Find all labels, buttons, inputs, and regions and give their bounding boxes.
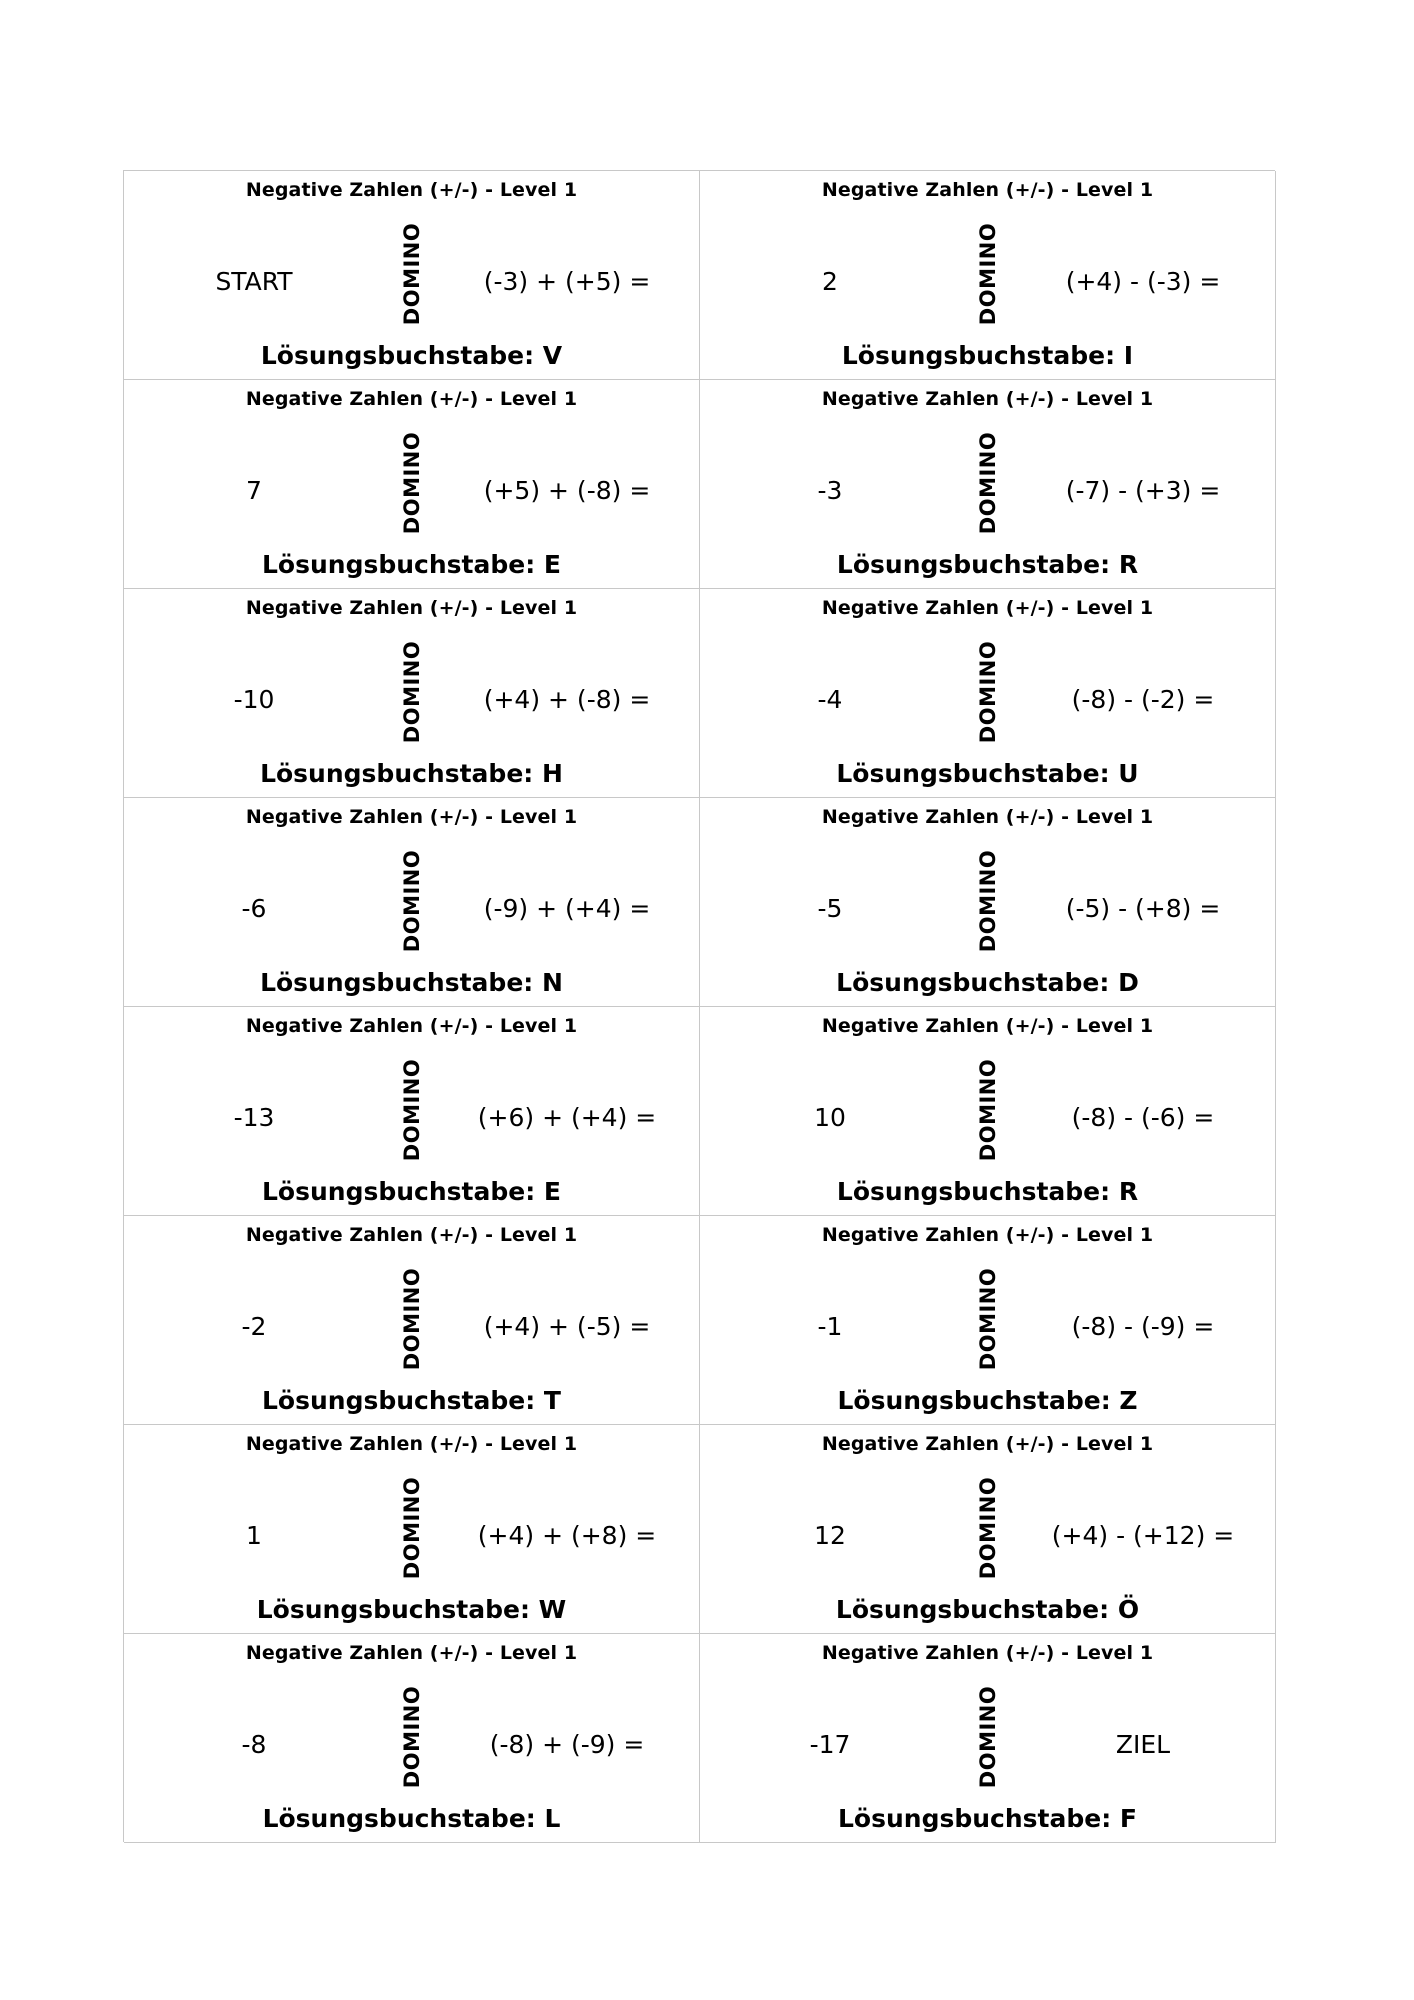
card-title: Negative Zahlen (+/-) - Level 1 bbox=[245, 388, 578, 410]
card-answer: 2 bbox=[822, 267, 838, 296]
card-solution-letter: Lösungsbuchstabe: N bbox=[260, 968, 563, 997]
card-title: Negative Zahlen (+/-) - Level 1 bbox=[821, 1015, 1154, 1037]
card-solution-letter: Lösungsbuchstabe: U bbox=[836, 759, 1139, 788]
card-answer: -5 bbox=[817, 894, 843, 923]
card-answer: -13 bbox=[233, 1103, 275, 1132]
domino-card bbox=[124, 798, 700, 1007]
domino-card bbox=[700, 1007, 1276, 1216]
card-task: (-8) - (-6) = bbox=[1071, 1103, 1215, 1132]
card-task: (-8) - (-9) = bbox=[1071, 1312, 1215, 1341]
card-solution-letter: Lösungsbuchstabe: E bbox=[262, 1177, 561, 1206]
card-title: Negative Zahlen (+/-) - Level 1 bbox=[821, 388, 1154, 410]
card-answer: -3 bbox=[817, 476, 843, 505]
card-solution-letter: Lösungsbuchstabe: T bbox=[262, 1386, 561, 1415]
card-domino-label: DOMINO bbox=[976, 1267, 1000, 1371]
card-domino-label: DOMINO bbox=[976, 1476, 1000, 1580]
card-task: (+4) + (+8) = bbox=[477, 1521, 657, 1550]
card-answer: 7 bbox=[246, 476, 262, 505]
card-domino-label: DOMINO bbox=[400, 849, 424, 953]
card-task: (-9) + (+4) = bbox=[483, 894, 651, 923]
card-task: (+4) + (-8) = bbox=[483, 685, 651, 714]
card-task: (+4) + (-5) = bbox=[483, 1312, 651, 1341]
card-title: Negative Zahlen (+/-) - Level 1 bbox=[821, 806, 1154, 828]
card-task: (+6) + (+4) = bbox=[477, 1103, 657, 1132]
card-solution-letter: Lösungsbuchstabe: Ö bbox=[835, 1595, 1140, 1624]
card-title: Negative Zahlen (+/-) - Level 1 bbox=[821, 179, 1154, 201]
card-solution-letter: Lösungsbuchstabe: D bbox=[836, 968, 1139, 997]
card-solution-letter: Lösungsbuchstabe: W bbox=[256, 1595, 567, 1624]
card-answer: -10 bbox=[233, 685, 275, 714]
card-solution-letter: Lösungsbuchstabe: R bbox=[836, 1177, 1139, 1206]
domino-card bbox=[124, 1425, 700, 1634]
card-domino-label: DOMINO bbox=[400, 640, 424, 744]
card-domino-label: DOMINO bbox=[400, 1685, 424, 1789]
domino-card bbox=[124, 1007, 700, 1216]
domino-card bbox=[700, 589, 1276, 798]
card-answer: 10 bbox=[814, 1103, 846, 1132]
card-domino-label: DOMINO bbox=[976, 640, 1000, 744]
card-title: Negative Zahlen (+/-) - Level 1 bbox=[245, 179, 578, 201]
card-task: (+4) - (-3) = bbox=[1065, 267, 1221, 296]
domino-card bbox=[124, 171, 700, 380]
card-answer: -4 bbox=[817, 685, 843, 714]
card-solution-letter: Lösungsbuchstabe: H bbox=[260, 759, 563, 788]
card-domino-label: DOMINO bbox=[400, 1267, 424, 1371]
card-domino-label: DOMINO bbox=[400, 431, 424, 535]
card-title: Negative Zahlen (+/-) - Level 1 bbox=[245, 1433, 578, 1455]
card-task: ZIEL bbox=[1115, 1730, 1171, 1759]
card-answer: START bbox=[215, 267, 293, 296]
card-title: Negative Zahlen (+/-) - Level 1 bbox=[821, 1433, 1154, 1455]
card-title: Negative Zahlen (+/-) - Level 1 bbox=[821, 597, 1154, 619]
card-task: (-3) + (+5) = bbox=[483, 267, 651, 296]
card-task: (-8) + (-9) = bbox=[489, 1730, 645, 1759]
domino-card bbox=[124, 589, 700, 798]
card-domino-label: DOMINO bbox=[976, 222, 1000, 326]
card-domino-label: DOMINO bbox=[976, 1685, 1000, 1789]
domino-card bbox=[700, 1634, 1276, 1843]
card-solution-letter: Lösungsbuchstabe: E bbox=[262, 550, 561, 579]
domino-card bbox=[124, 1216, 700, 1425]
domino-card bbox=[700, 1425, 1276, 1634]
card-title: Negative Zahlen (+/-) - Level 1 bbox=[245, 597, 578, 619]
card-solution-letter: Lösungsbuchstabe: L bbox=[262, 1804, 561, 1833]
card-domino-label: DOMINO bbox=[976, 849, 1000, 953]
card-domino-label: DOMINO bbox=[400, 1476, 424, 1580]
card-title: Negative Zahlen (+/-) - Level 1 bbox=[245, 1642, 578, 1664]
card-solution-letter: Lösungsbuchstabe: R bbox=[836, 550, 1139, 579]
card-title: Negative Zahlen (+/-) - Level 1 bbox=[245, 1015, 578, 1037]
card-solution-letter: Lösungsbuchstabe: V bbox=[260, 341, 563, 370]
card-answer: 12 bbox=[814, 1521, 846, 1550]
card-domino-label: DOMINO bbox=[976, 1058, 1000, 1162]
card-solution-letter: Lösungsbuchstabe: F bbox=[838, 1804, 1137, 1833]
card-title: Negative Zahlen (+/-) - Level 1 bbox=[821, 1642, 1154, 1664]
card-task: (-7) - (+3) = bbox=[1065, 476, 1221, 505]
domino-card bbox=[700, 380, 1276, 589]
card-answer: -1 bbox=[817, 1312, 843, 1341]
card-title: Negative Zahlen (+/-) - Level 1 bbox=[245, 1224, 578, 1246]
card-domino-label: DOMINO bbox=[976, 431, 1000, 535]
domino-card bbox=[700, 171, 1276, 380]
domino-card bbox=[700, 1216, 1276, 1425]
card-task: (+5) + (-8) = bbox=[483, 476, 651, 505]
card-title: Negative Zahlen (+/-) - Level 1 bbox=[821, 1224, 1154, 1246]
card-task: (-8) - (-2) = bbox=[1071, 685, 1215, 714]
card-answer: -2 bbox=[241, 1312, 267, 1341]
card-answer: -6 bbox=[241, 894, 267, 923]
domino-card-sheet bbox=[123, 170, 1275, 1842]
card-solution-letter: Lösungsbuchstabe: Z bbox=[837, 1386, 1138, 1415]
domino-card bbox=[700, 798, 1276, 1007]
card-domino-label: DOMINO bbox=[400, 222, 424, 326]
card-answer: -8 bbox=[241, 1730, 267, 1759]
card-domino-label: DOMINO bbox=[400, 1058, 424, 1162]
card-answer: -17 bbox=[809, 1730, 851, 1759]
domino-card bbox=[124, 380, 700, 589]
domino-card bbox=[124, 1634, 700, 1843]
card-answer: 1 bbox=[246, 1521, 262, 1550]
card-solution-letter: Lösungsbuchstabe: I bbox=[841, 341, 1134, 370]
card-task: (+4) - (+12) = bbox=[1051, 1521, 1235, 1550]
card-title: Negative Zahlen (+/-) - Level 1 bbox=[245, 806, 578, 828]
card-task: (-5) - (+8) = bbox=[1065, 894, 1221, 923]
